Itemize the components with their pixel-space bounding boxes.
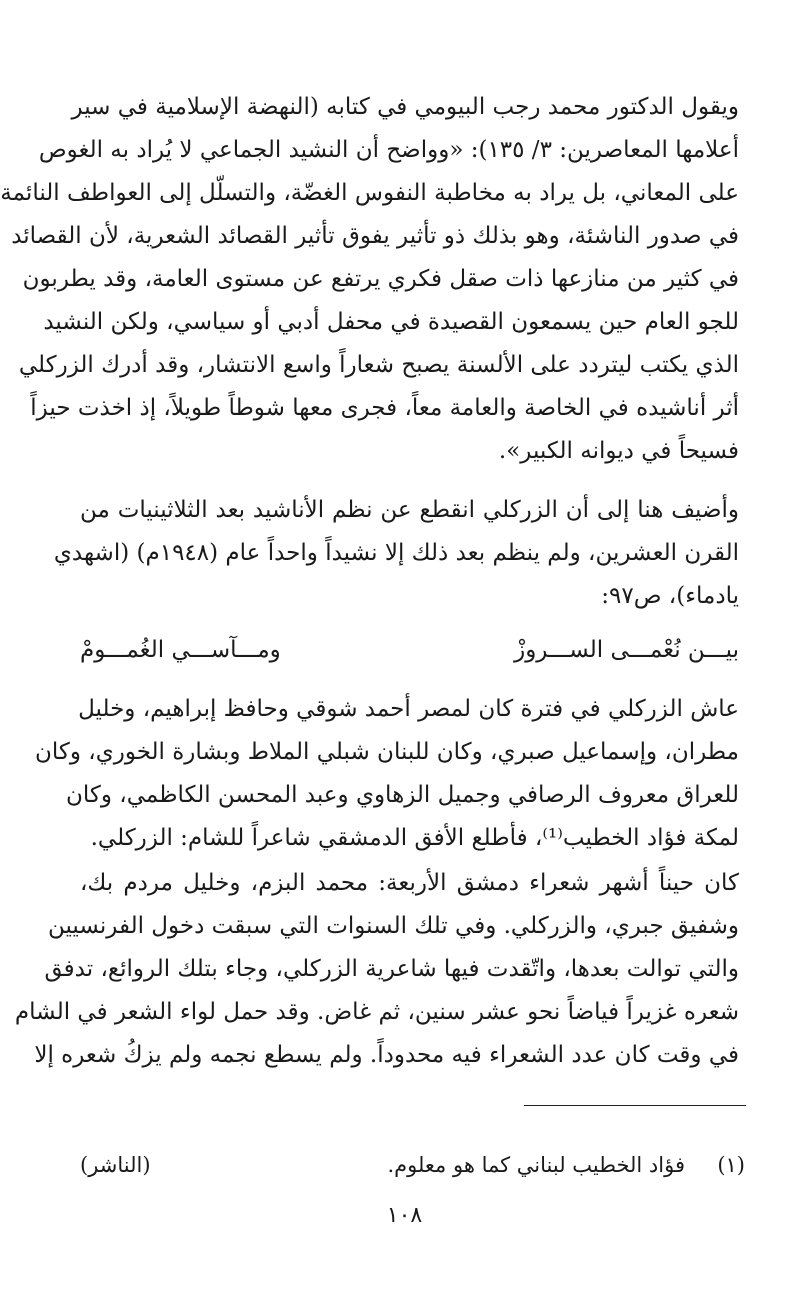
text-line: الذي يكتب ليتردد على الألسنة يصبح شعاراً واسع الانتشار، وقد أدرك الزركلي — [18, 352, 739, 378]
footnote-separator — [524, 1105, 746, 1106]
paragraph-damascus-poets — [14, 862, 739, 1077]
text-line: للجو العام حين يسمعون القصيدة في محفل أدبي أو سياسي، ولكن النشيد — [43, 309, 739, 335]
footnote — [80, 1145, 745, 1185]
text-line: في كثير من منازعها ذات صقل فكري يرتفع عن مستوى العامة، وقد يطربون — [22, 266, 739, 292]
paragraph-quote-bayoumi — [0, 86, 739, 473]
text-line: القرن العشرين، ولم ينظم بعد ذلك إلا نشيداً واحداً عام (١٩٤٨م) (اشهدي — [53, 540, 739, 566]
text-line: ويقول الدكتور محمد رجب البيومي في كتابه (النهضة الإسلامية في سير — [71, 94, 739, 120]
text-line: في صدور الناشئة، وهو بذلك ذو تأثير يفوق تأثير القصائد الشعرية، لأن القصائد — [11, 223, 739, 249]
text-line: على المعاني، بل يراد به مخاطبة النفوس الغضّة، والتسلّل إلى العواطف النائمة — [0, 180, 739, 206]
page-number: ١٠٨ — [386, 1203, 423, 1228]
text-line: وأضيف هنا إلى أن الزركلي انقطع عن نظم الأناشيد بعد الثلاثينيات من — [80, 497, 739, 523]
text-line: لمكة فؤاد الخطيب⁽¹⁾، فأطلع الأفق الدمشقي شاعراً للشام: الزركلي. — [90, 825, 739, 851]
text-line: يادماء)، ص٩٧: — [601, 583, 739, 609]
text-line: فسيحاً في ديوانه الكبير». — [498, 438, 739, 464]
paragraph-anthem-note — [53, 489, 739, 618]
verse-first-hemistich: بيـــن نُعْمـــى الســـروزْ — [514, 637, 739, 663]
footnote-publisher-note: (الناشر) — [80, 1153, 151, 1177]
paragraph-contemporary-poets — [35, 688, 739, 860]
text-line: عاش الزركلي في فترة كان لمصر أحمد شوقي وحافظ إبراهيم، وخليل — [78, 696, 739, 722]
text-line: أعلامها المعاصرين: ٣/ ١٣٥): «وواضح أن النشيد الجماعي لا يُراد به الغوص — [38, 137, 739, 163]
verse-second-hemistich: ومـــآســـي الغُمـــومْ — [80, 637, 281, 663]
poem-verse — [80, 628, 739, 672]
footnote-text: فؤاد الخطيب لبناني كما هو معلوم. — [387, 1153, 685, 1177]
text-line: وشفيق جبري، والزركلي. وفي تلك السنوات التي سبقت دخول الفرنسيين — [47, 913, 739, 939]
footnote-number: (١) — [717, 1153, 745, 1177]
text-line: في وقت كان عدد الشعراء فيه محدوداً. ولم يسطع نجمه ولم يزكُ شعره إلا — [34, 1042, 739, 1068]
text-line: أثر أناشيده في الخاصة والعامة معاً، فجرى معها شوطاً طويلاً، إذ اخذت حيزاً — [30, 395, 739, 421]
text-line: للعراق معروف الرصافي وجميل الزهاوي وعبد المحسن الكاظمي، وكان — [66, 782, 739, 808]
text-line: كان حيناً أشهر شعراء دمشق الأربعة: محمد البزم، وخليل مردم بك، — [80, 870, 739, 896]
text-line: والتي توالت بعدها، واتّقدت فيها شاعرية الزركلي، وجاء بتلك الروائع، تدفق — [44, 956, 739, 982]
text-line: شعره غزيراً فياضاً نحو عشر سنين، ثم غاض. وقد حمل لواء الشعر في الشام — [14, 999, 739, 1025]
text-line: مطران، وإسماعيل صبري، وكان للبنان شبلي الملاط وبشارة الخوري، وكان — [35, 739, 739, 765]
